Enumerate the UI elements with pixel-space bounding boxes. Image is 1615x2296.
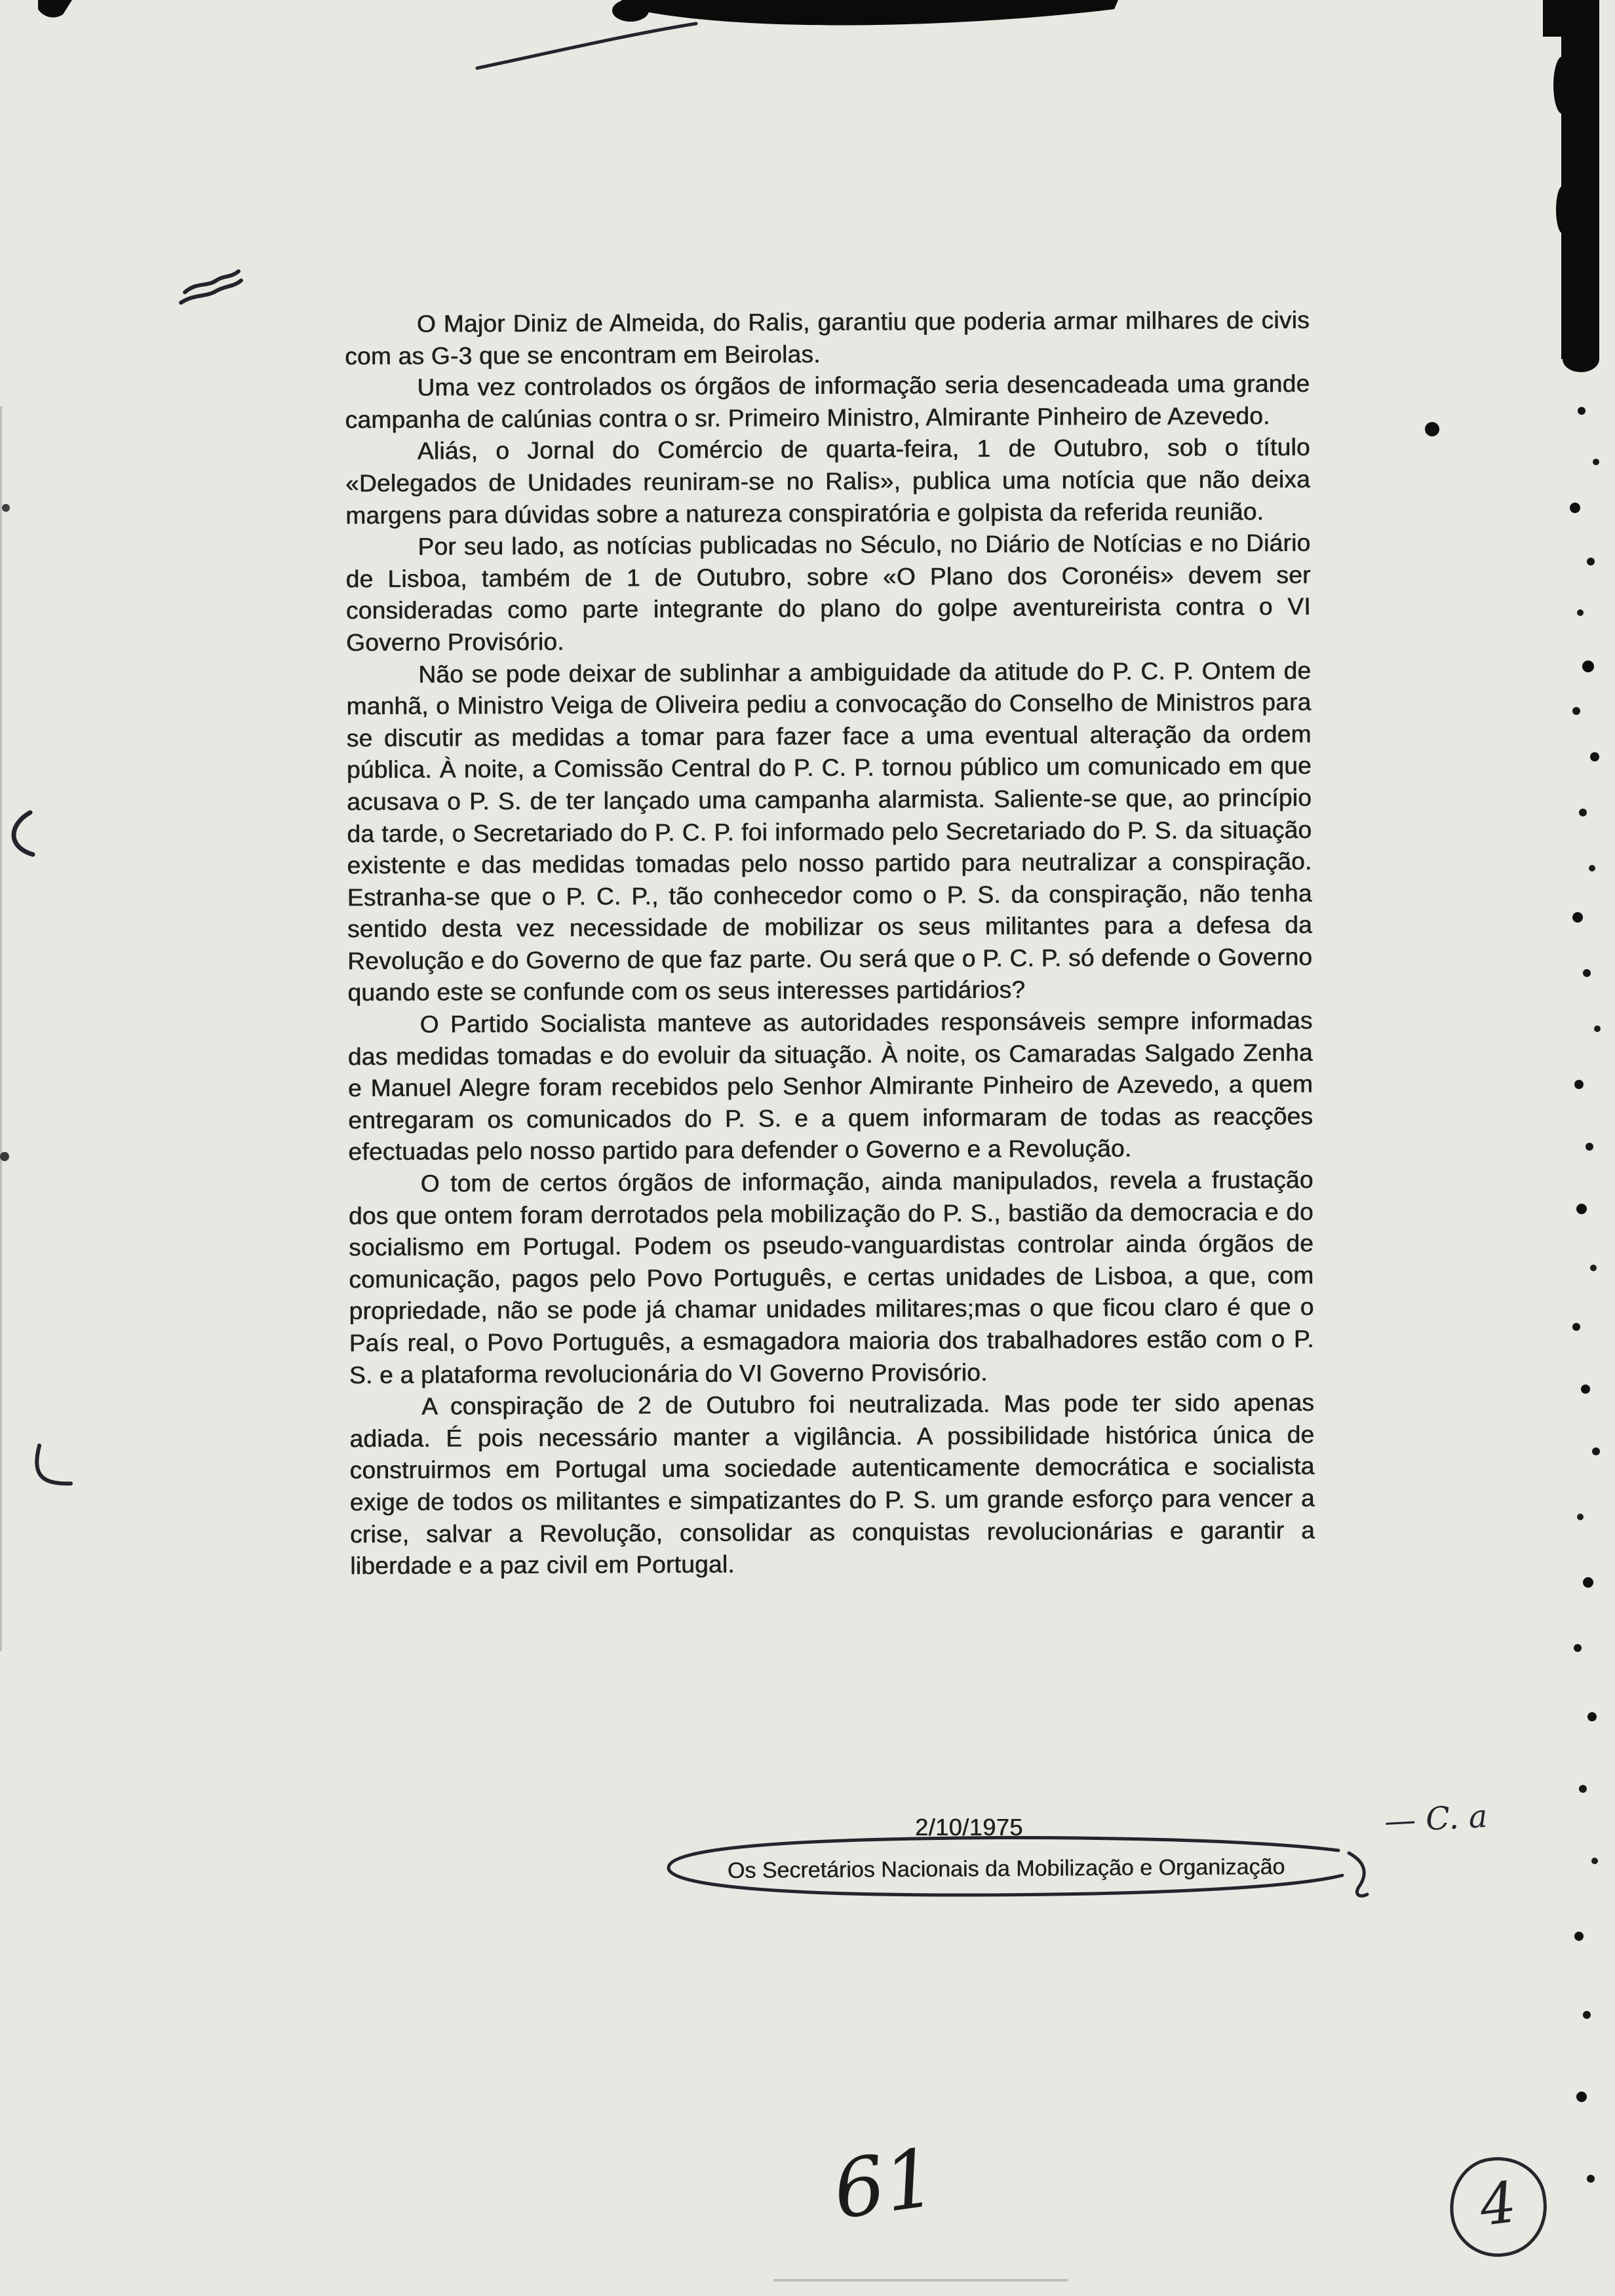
signature-oval-tail [1349, 1853, 1367, 1896]
paragraph: O Major Diniz de Almeida, do Ralis, garantiu que poderia armar milhares de civis com as G-3 que se encontram em Beirolas. [344, 306, 1310, 370]
toner-specks [0, 0, 7, 7]
handwritten-page-number: 61 [827, 2130, 942, 2238]
pen-bracket-left [14, 813, 33, 854]
pen-squiggle-top-left [185, 271, 239, 292]
circled-page-number-value: 4 [1476, 2170, 1520, 2239]
paragraph: Por seu lado, as notícias publicadas no Século, no Diário de Notícias e no Diário de Lisboa, também de 1 de Outubro, sobre «O Plano dos Coronéis» devem ser consideradas como parte integrante do plano do golpe aventureirista contra o VI Governo Provisório. [345, 529, 1311, 657]
ink-smudge-top-lump [612, 0, 649, 22]
pen-curve-left [37, 1445, 71, 1483]
circled-page-number [1444, 2152, 1552, 2263]
scan-line-bottom [773, 2279, 1068, 2282]
ink-mark-top-left [38, 0, 72, 18]
pen-squiggle-top-left-2 [181, 280, 241, 303]
paragraph: O Partido Socialista manteve as autoridades responsáveis sempre informadas das medidas tomadas e do evoluir da situação. À noite, os Camaradas Salgado Zenha e Manuel Alegre foram recebidos pelo Senhor Almirante Pinheiro de Azevedo, a quem entregaram os comunicados do P. S. e a quem informaram de todas as reacções efectuadas pelo nosso partido para defender o Governo e a Revolução. [347, 1006, 1313, 1166]
paragraph: Aliás, o Jornal do Comércio de quarta-feira, 1 de Outubro, sob o título «Delegados de Unidades reuniram-se no Ralis», publica uma notícia que não deixa margens para dúvidas sobre a natureza conspiratória e golpista da referida reunião. [345, 434, 1311, 529]
signature-line: Os Secretários Nacionais da Mobilização e Organização [727, 1854, 1285, 1883]
date: 2/10/1975 [915, 1814, 1023, 1841]
scanner-bar-right [1561, 0, 1599, 359]
paragraph: O tom de certos órgãos de informação, ainda manipulados, revela a frustação dos que ontem foram derrotados pela mobilização do P. S., bastião da democracia e do socialismo em Portugal. Podem os pseudo-vanguardistas controlar ainda órgãos de comunicação, pagos pelo Povo Português, e certas unidades de Lisboa, a que, com propriedade, não se pode já chamar unidades militares;mas o que ficou claro é que o País real, o Povo Português, a esmagadora maioria dos trabalhadores estão com o P. S. e a plataforma revolucionária do VI Governo Provisório. [348, 1166, 1314, 1388]
paragraph: Não se pode deixar de sublinhar a ambiguidade da atitude do P. C. P. Ontem de manhã, o Ministro Veiga de Oliveira pediu a convocação do Conselho de Ministros para se discutir as medidas a tomar para fazer face a uma eventual alteração da ordem pública. À noite, a Comissão Central do P. C. P. tornou público um comunicado em que acusava o P. S. de ter lançado uma campanha alarmista. Saliente-se que, ao princípio da tarde, o Secretariado do P. C. P. foi informado pelo Secretariado do P. S. da situação existente e das medidas tomadas pelo nosso partido para neutralizar a conspiração. Estranha-se que o P. C. P., tão conhecedor como o P. S. da conspiração, não tenha sentido desta vez necessidade de mobilizar os seus militantes para a defesa da Revolução e do Governo de que faz parte. Ou será que o P. C. P. só defende o Governo quando este se confunde com os seus interesses partidários? [346, 657, 1313, 1006]
scanner-bar-right-corner [1543, 0, 1599, 37]
document-text [345, 305, 1315, 1582]
paragraph: Uma vez controlados os órgãos de informação seria desencadeada uma grande campanha de calúnias contra o sr. Primeiro Ministro, Almirante Pinheiro de Azevedo. [345, 370, 1310, 434]
ink-smudge-top [621, 0, 1118, 26]
scan-edge-shadow-left [0, 406, 2, 1651]
fold-line-top [477, 24, 696, 68]
handwritten-initials: — C. a [1383, 1797, 1489, 1841]
paragraph: A conspiração de 2 de Outubro foi neutralizada. Mas pode ter sido apenas adiada. É pois necessário manter a vigilância. A possibilidade histórica única de construirmos em Portugal uma sociedade autenticamente democrática e socialista exige de todos os militantes e simpatizantes do P. S. um grande esforço para vencer a crise, salvar a Revolução, consolidar as conquistas revolucionárias e garantir a liberdade e a paz civil em Portugal. [349, 1388, 1315, 1580]
